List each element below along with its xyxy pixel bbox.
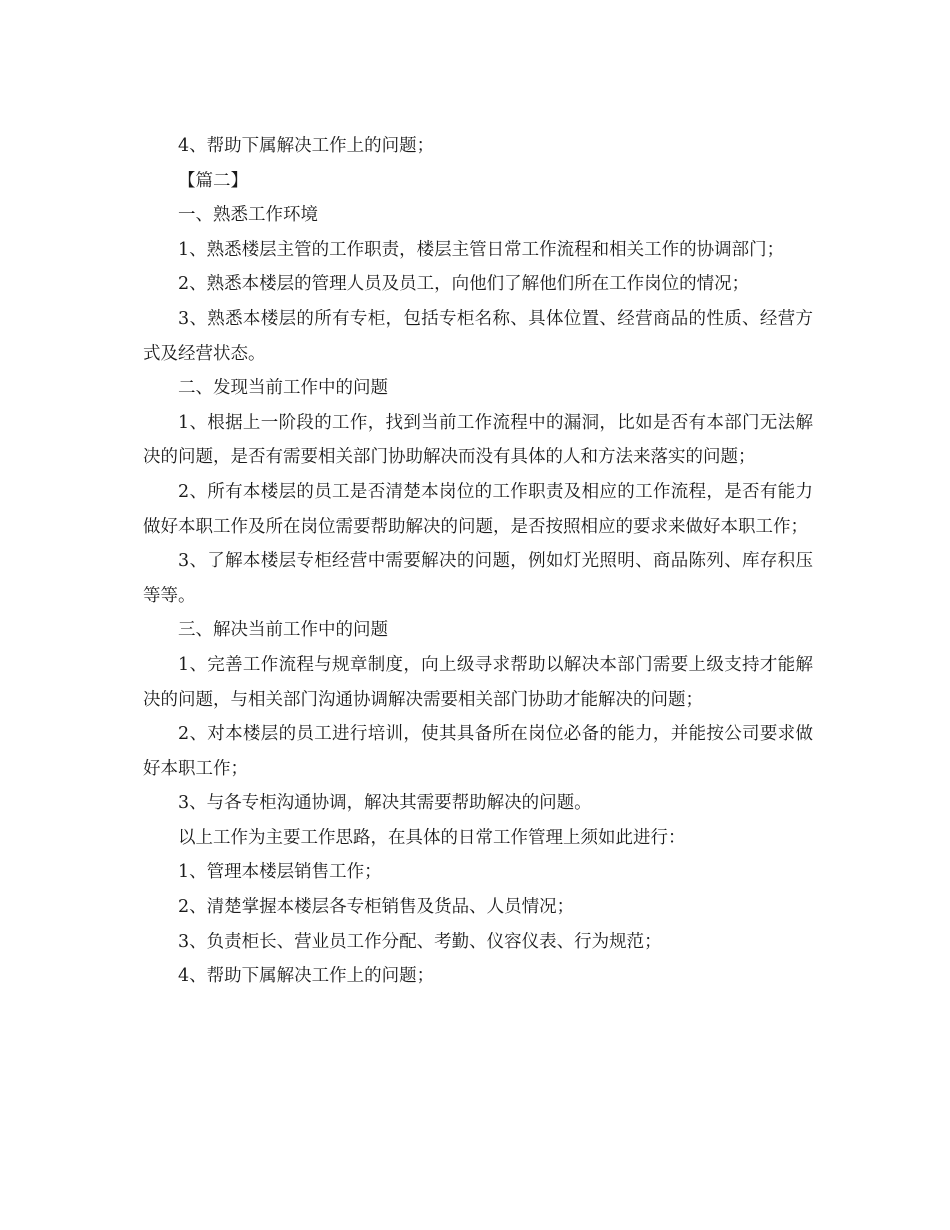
paragraph: 3、负责柜长、营业员工作分配、考勤、仪容仪表、行为规范； — [178, 931, 662, 952]
paragraph: 1、管理本楼层销售工作； — [178, 862, 382, 883]
paragraph: 3、熟悉本楼层的所有专柜，包括专柜名称、具体位置、经营商品的性质、经营方式及经营状态。 — [143, 308, 813, 364]
section-heading: 【篇二】 — [178, 170, 248, 191]
paragraph: 2、所有本楼层的员工是否清楚本岗位的工作职责及相应的工作流程，是否有能力做好本职工作及所在岗位需要帮助解决的问题，是否按照相应的要求来做好本职工作； — [143, 481, 813, 537]
document-body — [143, 129, 813, 994]
paragraph: 3、与各专柜沟通协调，解决其需要帮助解决的问题。 — [178, 793, 592, 814]
paragraph: 以上工作为主要工作思路，在具体的日常工作管理上须如此进行： — [178, 827, 686, 848]
paragraph: 1、根据上一阶段的工作，找到当前工作流程中的漏洞，比如是否有本部门无法解决的问题，是否有需要相关部门协助解决而没有具体的人和方法来落实的问题； — [143, 412, 813, 468]
paragraph: 4、帮助下属解决工作上的问题； — [178, 136, 435, 156]
paragraph: 4、帮助下属解决工作上的问题； — [178, 966, 435, 987]
paragraph: 2、对本楼层的员工进行培训，使其具备所在岗位必备的能力，并能按公司要求做好本职工作； — [143, 724, 813, 779]
paragraph: 2、熟悉本楼层的管理人员及员工，向他们了解他们所在工作岗位的情况； — [178, 274, 750, 295]
paragraph: 1、完善工作流程与规章制度，向上级寻求帮助以解决本部门需要上级支持才能解决的问题，与相关部门沟通协调解决需要相关部门协助才能解决的问题； — [143, 654, 813, 710]
paragraph: 1、熟悉楼层主管的工作职责，楼层主管日常工作流程和相关工作的协调部门； — [178, 239, 785, 260]
section-heading: 二、发现当前工作中的问题 — [178, 378, 388, 399]
paragraph: 3、了解本楼层专柜经营中需要解决的问题，例如灯光照明、商品陈列、库存积压等等。 — [143, 551, 813, 606]
section-heading: 一、熟悉工作环境 — [178, 205, 318, 226]
paragraph: 2、清楚掌握本楼层各专柜销售及货品、人员情况； — [178, 897, 575, 918]
section-heading: 三、解决当前工作中的问题 — [178, 620, 388, 641]
